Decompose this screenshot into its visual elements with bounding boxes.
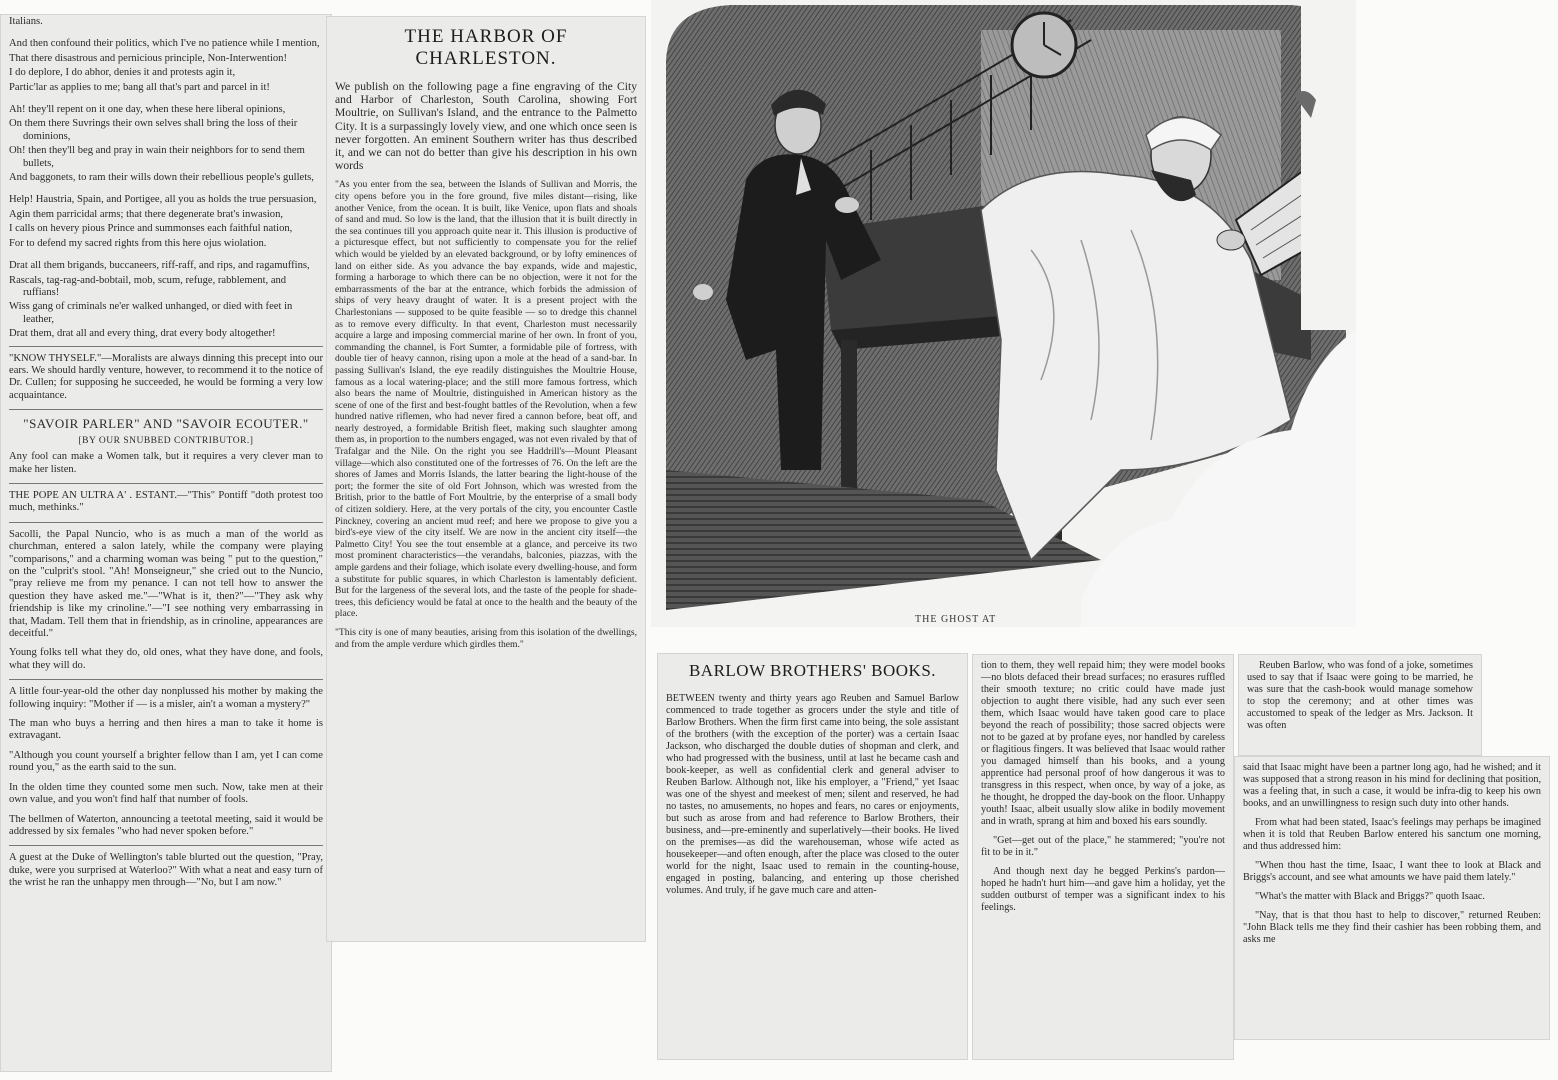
divider <box>9 522 323 523</box>
column-barlow-continued <box>972 654 1234 1060</box>
poem-verse: Help! Haustria, Spain, and Portigee, all you as holds the true persuasion, <box>9 194 317 206</box>
barlow-continued-body: tion to them, they well repaid him; they were model books—no blots defaced their bread surfaces; no erasures ruffled their smooth texture; no critic could have made just objection to aught there visible, had any such ever seen them, which Isaac would have taken good care to place beyond the reach of possibility; those sacred objects were not to be gazed at by profane eyes, nor handled by careless or flagitious fingers. It was believed that Isaac would rather you damaged himself than his books, and a young apprentice had personal proof of how dangerous it was to transgress in this respect, when once, by way of a joke, as he thought, he dropped the day-book on the floor. Unhappy youth! Isaac, albeit usually slow alike in bodily movement and in wrath, sprang at him and boxed his ears soundly. <box>981 660 1225 827</box>
barlow-continued-closing: And though next day he begged Perkins's pardon—hoped he hadn't hurt him—and gave him a holiday, yet the sudden outburst of temper was a significant index to his feelings. <box>981 866 1225 913</box>
poem-verse: Oh! then they'll beg and pray in wain their neighbors for to send them bullets, <box>9 145 305 169</box>
poem-verse: Rascals, tag-rag-and-bobtail, mob, scum, refuge, rabblement, and ruffians! <box>9 274 287 298</box>
divider <box>9 845 323 846</box>
harbor-title: THE HARBOR OF CHARLESTON. <box>404 26 568 69</box>
harbor-body: "As you enter from the sea, between the Islands of Sullivan and Morris, the city opens before you in the fore ground, five miles distant—rising, like another Venice, from the ocean. It is built, like Venice, upon flats and shoals of sand and mud. So low is the land, that the illusion that it is built directly in the sea continues till you approach quite near it. This illusion is productive of a picturesque effect, but not sufficiently to compensate you for the relief which would be yielded by an elevated background, or by lofty eminences of land on either side. As you advance the bay expands, wide and majestic, forming a harborage to which there can be no objection, were it not for the embarrassments of the bar at the entrance, which forbids the admission of ships of very heavy draught of water. It is a present project with the Charlestonians — supposed to be quite feasible — so to dredge this channel as to remove every difficulty. In that event, Charleston must necessarily acquire a large and imposing commercial marine of her own. In front of you, commanding the channel, is Fort Sumter, a formidable pile of fortress, with double tier of heavy cannon, rising upon a mole at the head of a sand-bar. In passing Sullivan's Island, the eye readily distinguishes the Moultrie House, famous as a local watering-place; and the still more famous fortress, which also bears the name of Moultrie, distinguished in American history as the scene of one of the first and best-fought battles of the Revolution, when a few hundred native riflemen, who had never fired a cannon before, beat off, and nearly destroyed, a formidable British fleet, making such slaughter among them as, in proportion to the numbers engaged, was not even rivaled by that of Trafalgar and the Nile. On the right you see Haddrill's—Mount Pleasant village—which also constituted one of the fortresses of 76. On the left are the shores of James and Morris Islands, the latter bearing the light-house of the port; the former the site of old Fort Johnson, which was wrested from the British, prior to the battle of Fort Moultrie, by the enterprise of a small body of citizen soldiery. Here, at the very portals of the city, you encounter Castle Pinckney, covering an ancient mud reef; and here we propose to give you a bird's-eye view of the city itself. We are now in the ancient city itself—the Palmetto City! You see the tout ensemble at a glance, and perceive its two most prominent characteristics—the verandahs, balconies, piazzas, with the ample gardens and their foliage, which isolate every dwelling-house, and form a substitute for public squares, in which Charleston is lamentably deficient. But for the largeness of the several lots, and the taste of the people for shade-trees, this deficiency would be fatal at once to the health and the beauty of the place. <box>335 179 637 620</box>
reuben-joke-paragraph: Reuben Barlow, who was fond of a joke, sometimes used to say that if Isaac were going to be married, he was sure that the cash-book would manage somehow to stop the ceremony; and at other times was accustomed to speak of the ledger as Mrs. Jackson. It was often <box>1247 660 1473 731</box>
poem-verse: Drat all them brigands, buccaneers, riff-raff, and rips, and ragamuffins, <box>9 260 310 272</box>
poem-verse: I do deplore, I do abhor, denies it and protests agin it, <box>9 67 236 79</box>
child-paragraph: A little four-year-old the other day nonplussed his mother by making the following inquiry: "Mother if — is a misler, ain't a woman a mystery?" <box>9 686 323 710</box>
poem-verse: I calls on hevery pious Prince and summonses each faithful nation, <box>9 223 293 235</box>
isaac-reply-paragraph: "What's the matter with Black and Briggs?" quoth Isaac. <box>1255 891 1485 902</box>
know-thyself-paragraph: "KNOW THYSELF."—Moralists are always dinning this precept into our ears. We should hardly venture, however, to recommend it to the notice of Dr. Cullen; for supposing he succeeded, he would be forming a very low acquaintance. <box>9 352 323 401</box>
pope-paragraph: THE POPE AN ULTRA A' . ESTANT.—"This" Pontiff "doth protest too much, methinks." <box>9 489 323 514</box>
divider <box>9 483 323 484</box>
poem-verse: For to defend my sacred rights from this here ojus wiolation. <box>9 237 267 249</box>
harbor-closing: "This city is one of many beauties, arising from this isolation of the dwellings, and from the ample verdure which girdles them." <box>335 626 637 650</box>
column-header: Italians. <box>9 16 43 27</box>
engraving-ghost-illustration <box>651 0 1356 627</box>
isaac-feelings-paragraph: From what had been stated, Isaac's feelings may perhaps be imagined when it is told that Reuben Barlow entered his sanctum one morning, and thus addressed him: <box>1243 817 1541 852</box>
harbor-intro: We publish on the following page a fine engraving of the City and Harbor of Charleston, South Carolina, showing Fort Moultrie, on Sullivan's Island, and the entrance to the Palmetto City. It is a surpassingly lovely view, and one which once seen is never forgotten. An eminent Southern writer has thus described it, and we can not do better than give his description in his own words <box>335 80 637 173</box>
bellmen-paragraph: The bellmen of Waterton, announcing a teetotal meeting, said it would be addressed by six females "who had never spoken before." <box>9 813 323 837</box>
divider <box>9 679 323 680</box>
barlow-quote: "Get—get out of the place," he stammered; "you're not fit to be in it." <box>981 835 1225 858</box>
poem-verse: Drat them, drat all and every thing, drat every body altogether! <box>9 328 276 340</box>
engraving-caption: THE GHOST AT <box>915 614 997 625</box>
savoir-subheading: [BY OUR SNUBBED CONTRIBUTOR.] <box>78 436 254 447</box>
reuben-answer-paragraph: "Nay, that is that thou hast to help to discover," returned Reuben: "John Black tells me they find their cashier has been robbing them, and asks me <box>1243 910 1541 945</box>
barlow-title: BARLOW BROTHERS' BOOKS. <box>688 661 937 680</box>
herring-paragraph: The man who buys a herring and then hires a man to take it home is extravagant. <box>9 718 323 742</box>
sacolli-paragraph: Sacolli, the Papal Nuncio, who is as much a man of the world as churchman, entered a salon lately, while the company were playing "comparisons," and a charming woman was being " put to the question," on the "culprit's stool. "Ah! Monseigneur," she cried out to the Nuncio, "pray relieve me from my penance. I can not tell how to answer the question they have asked me."—"What is it, then?"—"They ask why friendship is like my crinoline."—"I see nothing very embarrassing in that, Madam. Tell them that in friendship, as in crinoline, appearances are deceitful." <box>9 528 323 640</box>
barlow-body: BETWEEN twenty and thirty years ago Reuben and Samuel Barlow commenced to trade together as grocers under the style and title of Barlow Brothers. When the firm first came into being, the sole assistant of the brothers (with the exception of the porter) was a certain Isaac Jackson, who discharged the double duties of shopman and clerk, and who had progressed with the business, until at last he became cash and book-keeper, as well as confidential clerk and general adviser to Reuben Barlow. Although not, like his employer, a "Friend," yet Isaac was one of the shyest and meekest of men; silent and reserved, he had no tastes, no amusements, no hopes and fears, no cares or enjoyments, but such as arose from and had reference to Barlow Brothers, their business, and—pre-eminently and superlatively—their books. He lived on the premises—as did the warehouseman, whose wife acted as housekeeper—and often enough, after the place was closed to the outer world for the night, Isaac used to remain in the counting-house, engaged in posting, balancing, and entering up those cherished volumes. And truly, if he gave much care and atten- <box>666 693 959 896</box>
poem-verse: Wiss gang of criminals ne'er walked unhanged, or died with feet in leather, <box>9 301 293 325</box>
poem-verse: And baggonets, to ram their wills down their rebellious people's gullets, <box>9 172 314 184</box>
savoir-paragraph: Any fool can make a Women talk, but it requires a very clever man to make her listen. <box>9 451 323 475</box>
column-isaac-partner <box>1234 756 1550 1040</box>
young-folks-paragraph: Young folks tell what they do, old ones, what they have done, and fools, what they will do. <box>9 647 323 671</box>
poem-verse: And then confound their politics, which I've no patience while I mention, <box>9 38 320 50</box>
poem-verse: Partic'lar as applies to me; bang all that's part and parcel in it! <box>9 81 270 93</box>
poem-verse: Ah! they'll repent on it one day, when these here liberal opinions, <box>9 104 286 116</box>
poem-verse: That there disastrous and pernicious principle, Non-Interwention! <box>9 52 288 64</box>
column-reuben-joke <box>1238 654 1482 756</box>
savoir-heading: "SAVOIR PARLER" AND "SAVOIR ECOUTER." <box>23 416 309 432</box>
divider <box>9 346 323 347</box>
poem-verse: Agin them parricidal arms; that there degenerate brat's inwasion, <box>9 208 284 220</box>
isaac-partner-paragraph: said that Isaac might have been a partner long ago, had he wished; and it was supposed that a strong reason in his mind for declining that position, was a feeling that, in such a case, it would be infra-dig to keep his own books, and an unwillingness to resign such duty into other hands. <box>1243 762 1541 809</box>
poem-verses <box>9 38 323 340</box>
sun-paragraph: "Although you count yourself a brighter fellow than I am, yet I can come round you," as the earth said to the sun. <box>9 749 323 774</box>
reuben-request-paragraph: "When thou hast the time, Isaac, I want thee to look at Black and Briggs's account, and see what amounts we have paid them lately." <box>1243 860 1541 883</box>
fools-paragraph: In the olden time they counted some men such. Now, take men at their own value, and you won't find half that number of fools. <box>9 781 323 806</box>
column-miscellany <box>0 14 332 1072</box>
column-barlow-article <box>657 653 968 1060</box>
column-harbor-article <box>326 16 646 942</box>
poem-verse: On them there Suvrings their own selves shall bring the loss of their dominions, <box>9 118 298 142</box>
engraving-artwork <box>651 0 1356 627</box>
wellington-paragraph: A guest at the Duke of Wellington's table blurted out the question, "Pray, duke, were you surprised at Waterloo?" With what a neat and easy turn of the wrist he ran the unhappy men through—"No, but I am now." <box>9 852 323 889</box>
divider <box>9 409 323 410</box>
